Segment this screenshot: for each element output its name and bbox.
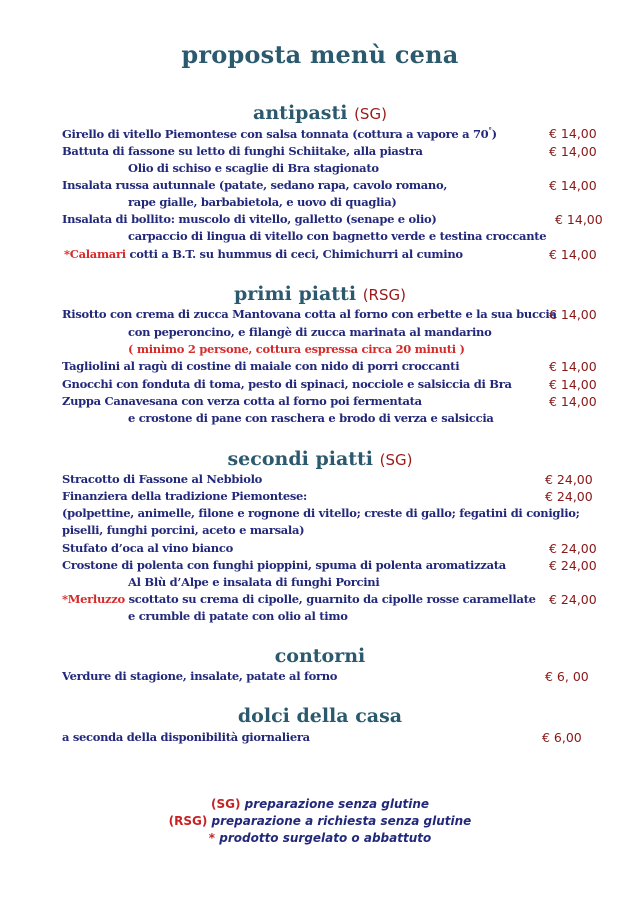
menu-item-name: Zuppa Canavesana con verza cotta al forno poi fermentata (62, 394, 422, 408)
menu-item-name: Insalata di bollito: muscolo di vitello, galletto (senape e olio) (62, 212, 437, 226)
menu-item-price: € 6,00 (542, 730, 582, 745)
menu-item-name: Verdure di stagione, insalate, patate al forno (62, 669, 338, 683)
section-title: secondi piatti (227, 448, 374, 470)
section-heading-contorni: contorni (274, 645, 366, 667)
menu-item-name: Crostone di polenta con funghi pioppini, spuma di polenta aromatizzata (62, 558, 506, 572)
menu-item-price: € 24,00 (549, 592, 597, 607)
menu-item-name: Stufato d’oca al vino bianco (62, 541, 233, 555)
legend-sg: (SG) preparazione senza glutine (210, 797, 430, 811)
menu-item-price: € 14,00 (555, 212, 603, 227)
menu-item-price: € 14,00 (549, 377, 597, 392)
menu-item-description: Al Blù d’Alpe e insalata di funghi Porcini (128, 575, 380, 589)
section-tag: (SG) (354, 105, 387, 123)
menu-item-name: Finanziera della tradizione Piemontese: (62, 489, 307, 503)
section-heading-primi (0, 283, 640, 305)
menu-item-description: Olio di schiso e scaglie di Bra stagionato (128, 161, 379, 175)
menu-item-description: piselli, funghi porcini, aceto e marsala) (62, 523, 305, 537)
menu-item-price: € 14,00 (549, 178, 597, 193)
page-title: proposta menù cena (181, 40, 459, 69)
menu-item-description: con peperoncino, e filangè di zucca marinata al mandarino (128, 325, 492, 339)
section-title: primi piatti (234, 283, 357, 305)
menu-item-description: carpaccio di lingua di vitello con bagnetto verde e testina croccante (128, 229, 547, 243)
section-tag: (SG) (379, 451, 413, 469)
menu-item-description: rape gialle, barbabietola, e uovo di quaglia) (128, 195, 397, 209)
menu-item-name: *Calamari cotti a B.T. su hummus di ceci, Chimichurri al cumino (64, 247, 463, 261)
section-heading-dolci: dolci della casa (237, 705, 403, 727)
menu-item-description: e crostone di pane con raschera e brodo di verza e salsiccia (128, 411, 494, 425)
legend-rsg: (RSG) preparazione a richiesta senza glutine (168, 814, 472, 828)
menu-item-price: € 14,00 (549, 247, 597, 262)
menu-item-name: a seconda della disponibilità giornaliera (62, 730, 310, 744)
frozen-mark: *Calamari (64, 247, 126, 261)
section-tag: (RSG) (362, 286, 406, 304)
menu-item-price: € 24,00 (545, 472, 593, 487)
menu-item-price: € 14,00 (549, 394, 597, 409)
legend-frozen: * prodotto surgelato o abbattuto (208, 831, 432, 845)
menu-item-name: Tagliolini al ragù di costine di maiale con nido di porri croccanti (62, 359, 460, 373)
menu-item-price: € 24,00 (549, 558, 597, 573)
menu-item-name: Risotto con crema di zucca Mantovana cotta al forno con erbette e la sua buccia (62, 307, 557, 321)
menu-item-name: Girello di vitello Piemontese con salsa tonnata (cottura a vapore a 70°) (62, 126, 497, 141)
menu-item-name: Insalata russa autunnale (patate, sedano rapa, cavolo romano, (62, 178, 448, 192)
menu-item-price: € 14,00 (549, 144, 597, 159)
menu-item-price: € 24,00 (545, 489, 593, 504)
section-title: antipasti (253, 102, 348, 124)
section-heading-antipasti (0, 102, 640, 124)
menu-item-name: Stracotto di Fassone al Nebbiolo (62, 472, 263, 486)
menu-item-description: e crumble di patate con olio al timo (128, 609, 348, 623)
menu-item-price: € 24,00 (549, 541, 597, 556)
menu-item-note: ( minimo 2 persone, cottura espressa circa 20 minuti ) (128, 342, 465, 356)
menu-item-price: € 14,00 (549, 307, 597, 322)
menu-item-price: € 6, 00 (545, 669, 589, 684)
menu-item-name: Battuta di fassone su letto di funghi Schiitake, alla piastra (62, 144, 423, 158)
section-heading-secondi (0, 448, 640, 470)
menu-item-name: *Merluzzo scottato su crema di cipolle, guarnito da cipolle rosse caramellate (62, 592, 536, 606)
menu-item-price: € 14,00 (549, 359, 597, 374)
menu-item-price: € 14,00 (549, 126, 597, 141)
menu-item-name: Gnocchi con fonduta di toma, pesto di spinaci, nocciole e salsiccia di Bra (62, 377, 512, 391)
menu-item-description: (polpettine, animelle, filone e rognone di vitello; creste di gallo; fegatini di coniglio; (62, 506, 580, 520)
frozen-mark: *Merluzzo (62, 592, 125, 606)
